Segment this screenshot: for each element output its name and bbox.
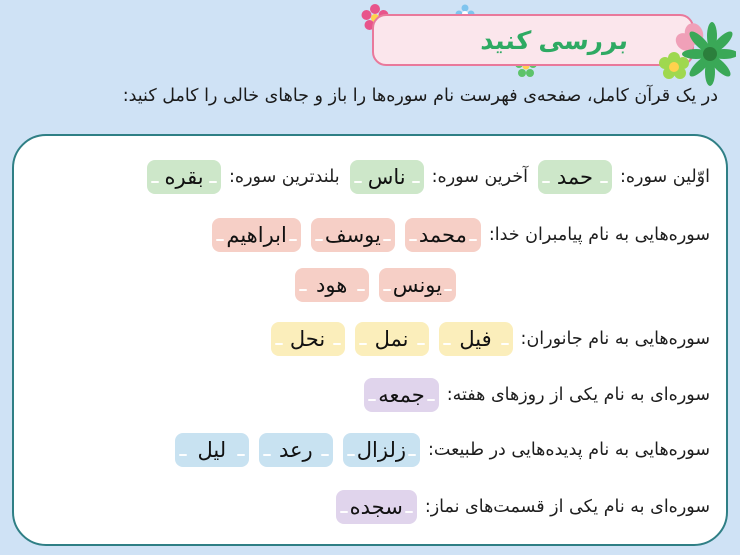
section-title-banner — [372, 14, 694, 66]
answer-chip: لیل — [175, 433, 249, 467]
flower-bouquet-icon — [652, 20, 736, 88]
answer-chip: یونس — [379, 268, 456, 302]
prophets-label: سوره‌هایی به نام پیامبران خدا: — [488, 225, 710, 245]
animals-label: سوره‌هایی به نام جانوران: — [520, 329, 710, 349]
answer-chip: نحل — [271, 322, 345, 356]
instruction-text: در یک قرآن کامل، صفحه‌ی فهرست نام سوره‌ها را باز و جاهای خالی را کامل کنید: — [122, 86, 718, 106]
answer-chip: بقره — [147, 160, 221, 194]
row-prayer-part — [326, 490, 710, 524]
answer-chip: نمل — [355, 322, 429, 356]
prayer-part-label: سوره‌ای به نام یکی از قسمت‌های نماز: — [424, 497, 710, 517]
row-prophets-continued — [285, 268, 456, 302]
weekday-label: سوره‌ای به نام یکی از روزهای هفته: — [446, 385, 710, 405]
answer-chip: حمد — [538, 160, 612, 194]
row-weekday — [354, 378, 710, 412]
row-nature — [165, 433, 710, 467]
row-first-last-longest — [137, 160, 710, 194]
nature-label: سوره‌هایی به نام پدیده‌هایی در طبیعت: — [428, 440, 710, 460]
answer-chip: سجده — [336, 490, 417, 524]
row-animals — [261, 322, 710, 356]
answer-chip: فیل — [439, 322, 513, 356]
section-title: بررسی کنید — [479, 25, 630, 55]
row-prophets — [202, 218, 710, 252]
answer-chip: ابراهیم — [212, 218, 301, 252]
answer-chip: رعد — [259, 433, 333, 467]
longest-surah-label: بلندترین سوره: — [229, 167, 340, 187]
answer-chip: زلزال — [343, 433, 420, 467]
answer-chip: یوسف — [311, 218, 395, 252]
first-surah-label: اوّلین سوره: — [619, 167, 710, 187]
answer-chip: جمعه — [364, 378, 439, 412]
last-surah-label: آخرین سوره: — [431, 167, 528, 187]
answer-chip: هود — [295, 268, 369, 302]
answer-chip: محمد — [405, 218, 481, 252]
answer-chip: ناس — [350, 160, 424, 194]
